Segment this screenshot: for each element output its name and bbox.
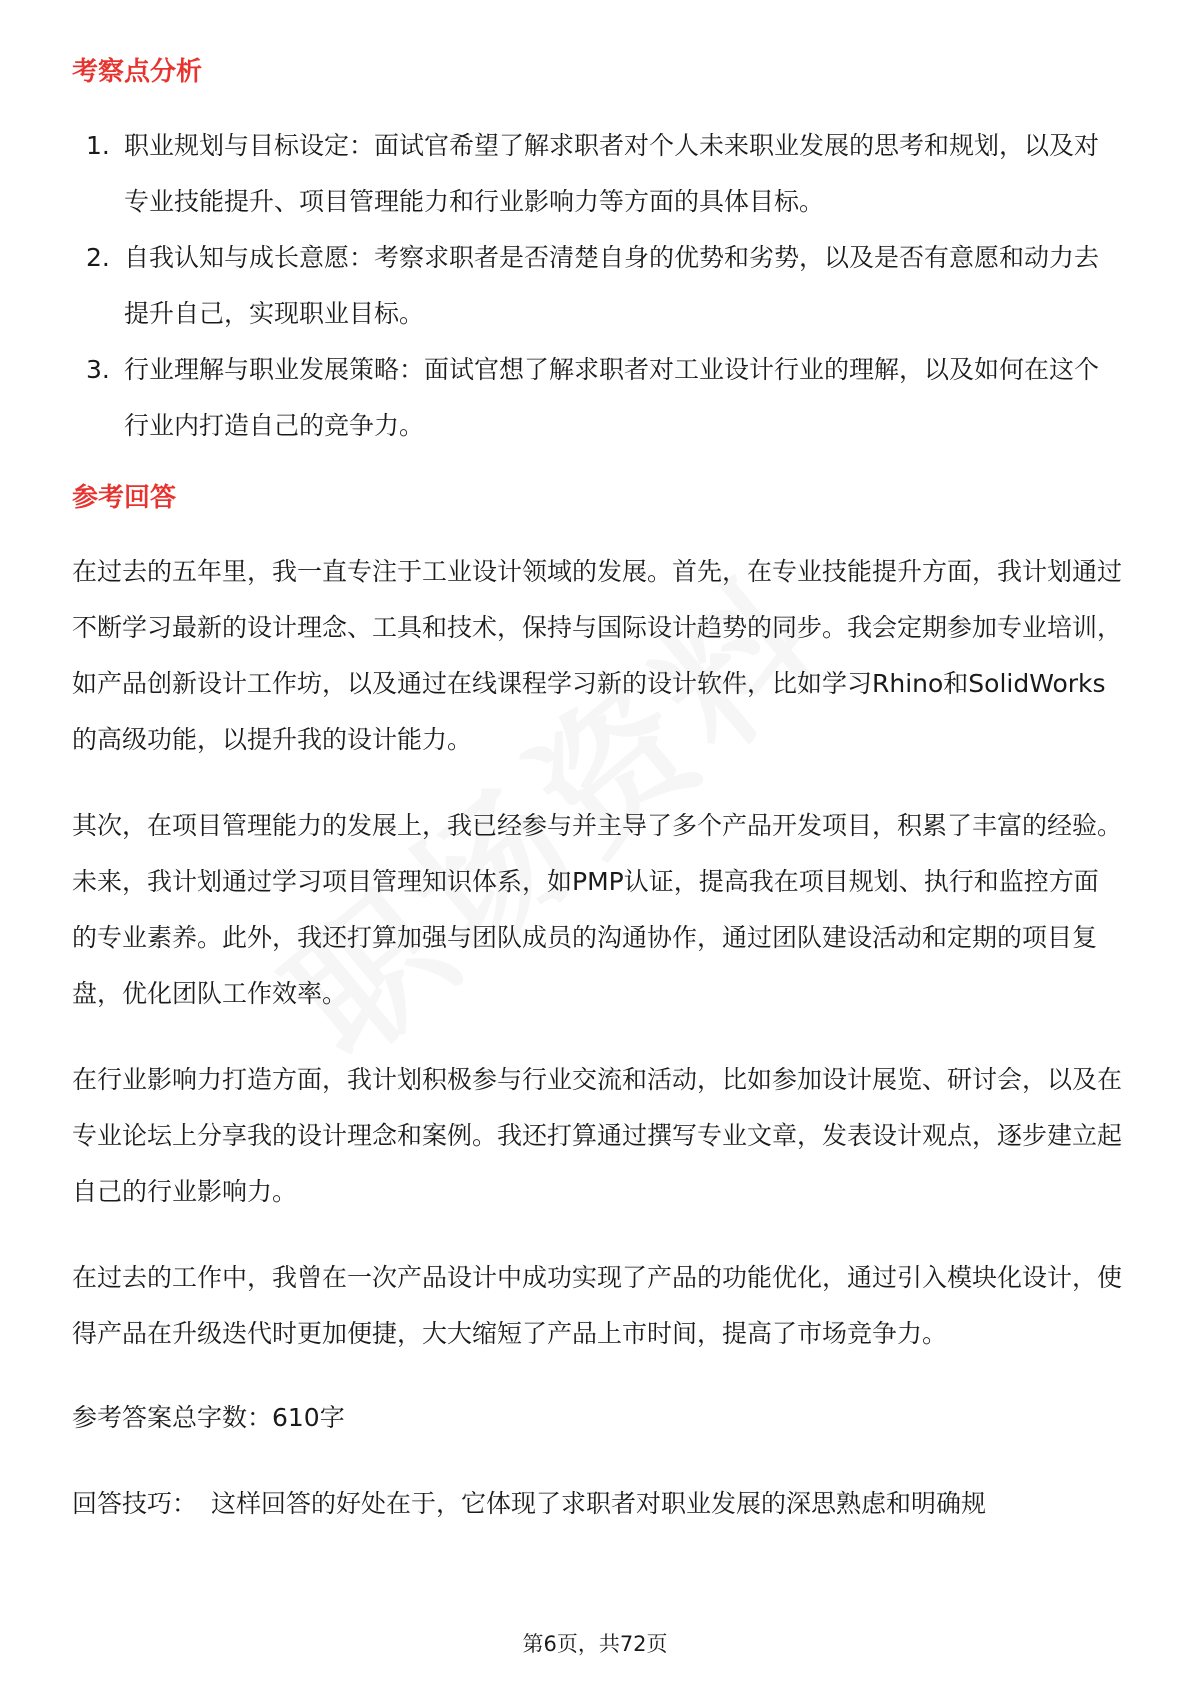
answer-paragraph: 在行业影响力打造方面，我计划积极参与行业交流和活动，比如参加设计展览、研讨会，以及在专业论坛上分享我的设计理念和案例。我还打算通过撰写专业文章，发表设计观点，逐步建立起自己的行业影响力。: [72, 1065, 1123, 1206]
answer-heading: 参考回答: [72, 483, 177, 513]
analysis-list: [72, 118, 1122, 454]
list-item: [72, 230, 1122, 342]
list-item-number: 3.: [86, 355, 110, 384]
answer-paragraph: 在过去的工作中，我曾在一次产品设计中成功实现了产品的功能优化，通过引入模块化设计，使得产品在升级迭代时更加便捷，大大缩短了产品上市时间，提高了市场竞争力。: [72, 1263, 1123, 1348]
tips-label: 回答技巧：: [72, 1489, 198, 1518]
word-count: 参考答案总字数：610字: [72, 1403, 345, 1432]
analysis-heading: 考察点分析: [72, 57, 203, 87]
document-page: [72, 40, 1122, 1532]
list-item-number: 1.: [86, 131, 110, 160]
list-item-text: 职业规划与目标设定：面试官希望了解求职者对个人未来职业发展的思考和规划，以及对专业技能提升、项目管理能力和行业影响力等方面的具体目标。: [124, 131, 1100, 216]
list-item-text: 行业理解与职业发展策略：面试官想了解求职者对工业设计行业的理解，以及如何在这个行业内打造自己的竞争力。: [124, 355, 1100, 440]
list-item-number: 2.: [86, 243, 110, 272]
answer-tips: [72, 1476, 1122, 1532]
tips-text: 这样回答的好处在于，它体现了求职者对职业发展的深思熟虑和明确规: [211, 1489, 987, 1518]
list-item: [72, 342, 1122, 454]
page-number: 第6页，共72页: [522, 1632, 668, 1656]
answer-paragraph: 在过去的五年里，我一直专注于工业设计领域的发展。首先，在专业技能提升方面，我计划通过不断学习最新的设计理念、工具和技术，保持与国际设计趋势的同步。我会定期参加专业培训，如产品创新设计工作坊，以及通过在线课程学习新的设计软件，比如学习Rhino和SolidWorks的高级功能，以提升我的设计能力。: [72, 557, 1123, 754]
list-item-text: 自我认知与成长意愿：考察求职者是否清楚自身的优势和劣势，以及是否有意愿和动力去提升自己，实现职业目标。: [124, 243, 1100, 328]
answer-paragraph: 其次，在项目管理能力的发展上，我已经参与并主导了多个产品开发项目，积累了丰富的经验。未来，我计划通过学习项目管理知识体系，如PMP认证，提高我在项目规划、执行和监控方面的专业素养。此外，我还打算加强与团队成员的沟通协作，通过团队建设活动和定期的项目复盘，优化团队工作效率。: [72, 811, 1123, 1008]
list-item: [72, 118, 1122, 230]
